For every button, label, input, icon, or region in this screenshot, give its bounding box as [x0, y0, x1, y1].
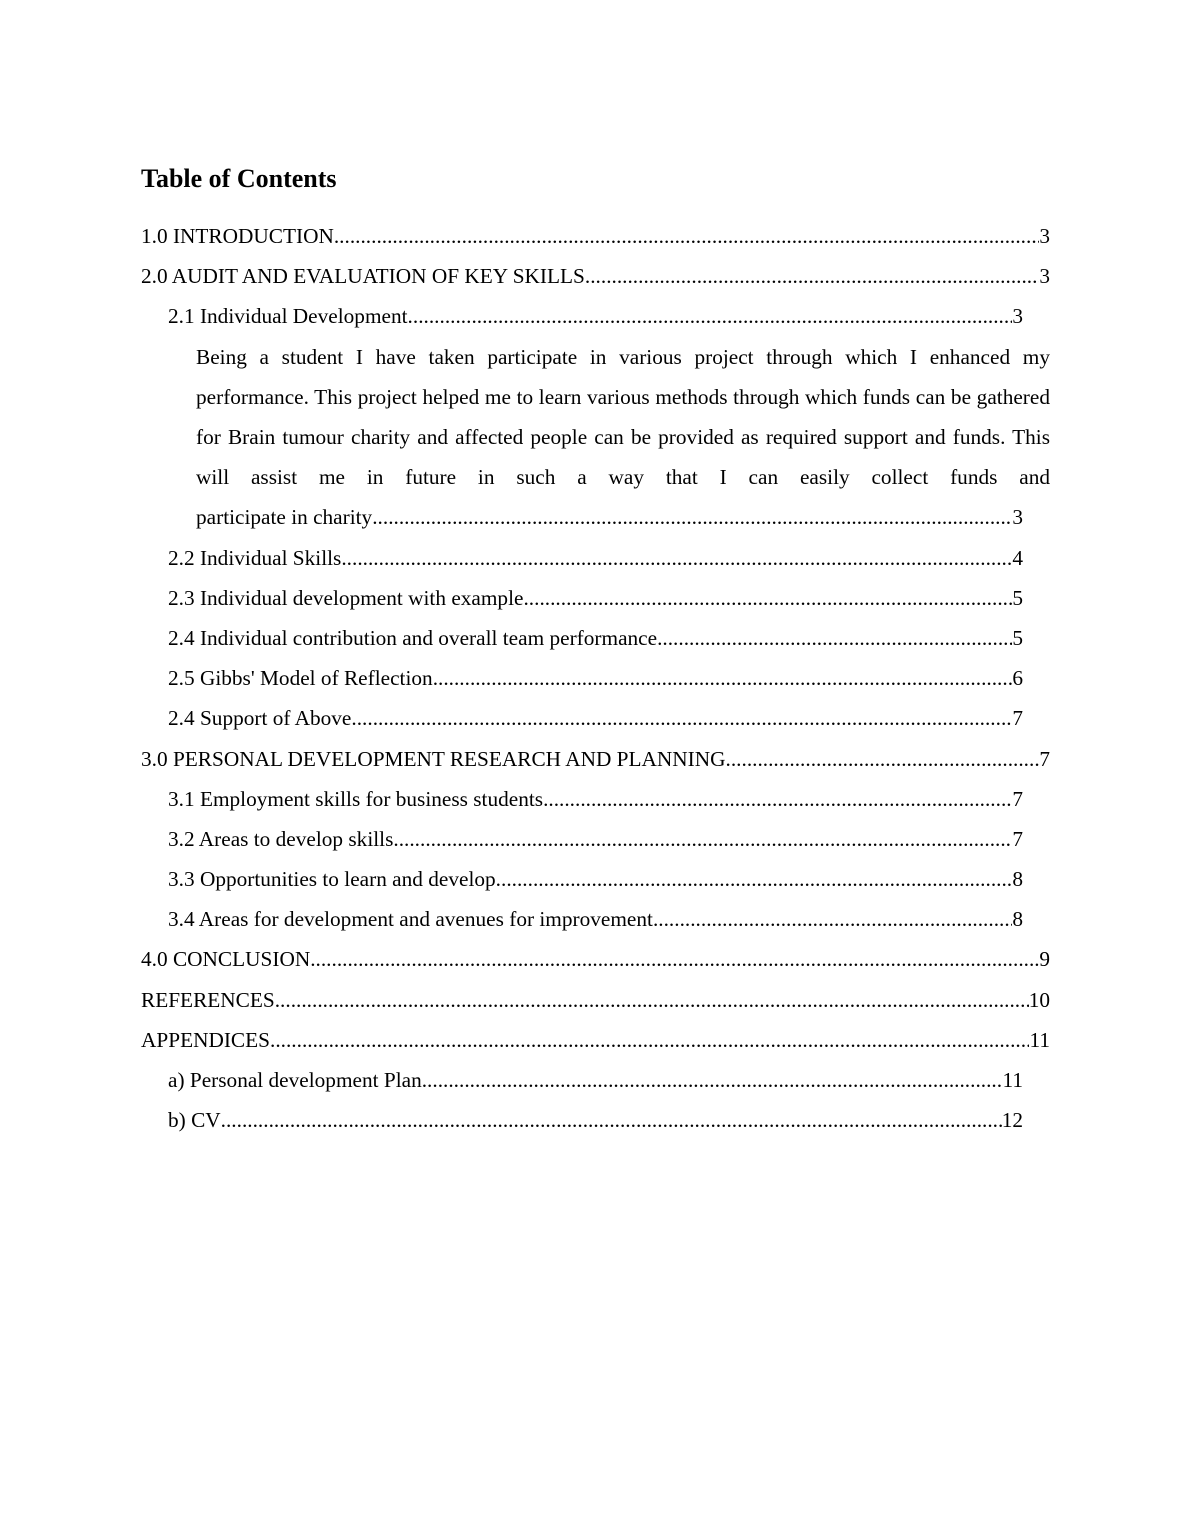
- toc-entry-paragraph-last-line: [196, 497, 1023, 537]
- toc-entry-page: 4: [1012, 545, 1023, 570]
- toc-entry-label: 2.2 Individual Skills: [168, 545, 342, 570]
- toc-entry-label: 3.1 Employment skills for business students: [168, 786, 544, 811]
- toc-entry-opportunities[interactable]: [168, 859, 1023, 899]
- toc-entry-cv[interactable]: [168, 1100, 1023, 1140]
- table-of-contents: [141, 216, 1050, 1140]
- toc-entry-personal-development-plan[interactable]: [168, 1060, 1023, 1100]
- toc-entry-page: 3: [1039, 224, 1050, 248]
- toc-entry-page: 7: [1039, 746, 1050, 771]
- toc-entry-label: 2.4 Support of Above: [168, 706, 352, 731]
- toc-entry-support-above[interactable]: [168, 698, 1023, 738]
- toc-entry-employment-skills[interactable]: [168, 779, 1023, 819]
- dot-leader: [372, 497, 1012, 537]
- dot-leader: [221, 1100, 1002, 1140]
- toc-entry-label: 1.0 INTRODUCTION: [141, 224, 334, 248]
- toc-entry-page: 12: [1001, 1108, 1023, 1133]
- toc-entry-references[interactable]: [141, 980, 1050, 1020]
- dot-leader: [393, 819, 1012, 859]
- toc-entry-label: REFERENCES: [141, 987, 275, 1012]
- toc-entry-development-example[interactable]: [168, 578, 1023, 618]
- toc-entry-gibbs-model[interactable]: [168, 658, 1023, 698]
- toc-entry-label: b) CV: [168, 1108, 221, 1133]
- toc-entry-page: 3: [1012, 304, 1023, 329]
- dot-leader: [653, 899, 1012, 939]
- toc-entry-page: 8: [1012, 907, 1023, 932]
- toc-entry-page: 5: [1012, 585, 1023, 610]
- dot-leader: [585, 256, 1039, 296]
- toc-entry-page: 9: [1039, 947, 1050, 972]
- toc-entry-page: 7: [1012, 826, 1023, 851]
- dot-leader: [657, 618, 1012, 658]
- dot-leader: [270, 1020, 1029, 1060]
- toc-entry-page: 10: [1028, 987, 1050, 1012]
- toc-entry-label: 4.0 CONCLUSION: [141, 947, 311, 972]
- toc-entry-label: participate in charity: [196, 505, 373, 530]
- dot-leader: [543, 779, 1012, 819]
- dot-leader: [433, 658, 1013, 698]
- toc-entry-page: 8: [1012, 867, 1023, 892]
- toc-entry-label: 3.2 Areas to develop skills: [168, 826, 394, 851]
- toc-entry-personal-development[interactable]: [141, 739, 1050, 779]
- dot-leader: [351, 698, 1012, 738]
- toc-entry-label: 2.3 Individual development with example: [168, 585, 524, 610]
- dot-leader: [341, 538, 1012, 578]
- toc-entry-label: 3.3 Opportunities to learn and develop: [168, 867, 496, 892]
- toc-entry-label: a) Personal development Plan: [168, 1068, 422, 1092]
- toc-entry-paragraph-text: Being a student I have taken participate in various project through which I enhanced my performance. This project helped me to learn various methods through which funds can be gathered for Brain tumour charity and affected people can be provided as required support and funds. This will assist me in future in such a way that I can easily collect funds and: [196, 344, 1050, 490]
- dot-leader: [334, 216, 1040, 256]
- toc-entry-page: 11: [1002, 1068, 1023, 1092]
- toc-entry-avenues-improvement[interactable]: [168, 899, 1023, 939]
- toc-entry-label: 2.1 Individual Development: [168, 304, 408, 329]
- toc-entry-label: 3.4 Areas for development and avenues for improvement: [168, 907, 653, 932]
- toc-entry-label: 2.5 Gibbs' Model of Reflection: [168, 666, 433, 691]
- toc-entry-page: 3: [1039, 264, 1050, 289]
- dot-leader: [496, 859, 1013, 899]
- dot-leader: [310, 939, 1039, 979]
- toc-entry-label: 2.4 Individual contribution and overall team performance: [168, 625, 658, 650]
- dot-leader: [523, 578, 1012, 618]
- toc-entry-individual-development[interactable]: [168, 296, 1023, 336]
- toc-entry-page: 7: [1012, 786, 1023, 811]
- toc-entry-areas-develop[interactable]: [168, 819, 1023, 859]
- toc-entry-audit-evaluation[interactable]: [141, 256, 1050, 296]
- toc-entry-page: 5: [1012, 625, 1023, 650]
- dot-leader: [726, 739, 1040, 779]
- page-title: Table of Contents: [141, 164, 337, 193]
- dot-leader: [408, 296, 1013, 336]
- toc-entry-page: 3: [1012, 505, 1023, 530]
- toc-entry-label: 3.0 PERSONAL DEVELOPMENT RESEARCH AND PLANNING: [141, 746, 726, 771]
- toc-entry-page: 6: [1012, 666, 1023, 691]
- toc-entry-contribution-team[interactable]: [168, 618, 1023, 658]
- toc-entry-conclusion[interactable]: [141, 939, 1050, 979]
- toc-entry-individual-skills[interactable]: [168, 538, 1023, 578]
- toc-entry-paragraph[interactable]: [196, 337, 1050, 538]
- toc-entry-introduction[interactable]: [141, 216, 1050, 256]
- toc-entry-label: 2.0 AUDIT AND EVALUATION OF KEY SKILLS: [141, 264, 585, 289]
- dot-leader: [422, 1060, 1003, 1100]
- toc-entry-page: 11: [1029, 1027, 1050, 1052]
- toc-entry-appendices[interactable]: [141, 1020, 1050, 1060]
- dot-leader: [275, 980, 1029, 1020]
- toc-entry-page: 7: [1012, 706, 1023, 731]
- toc-entry-label: APPENDICES: [141, 1027, 270, 1052]
